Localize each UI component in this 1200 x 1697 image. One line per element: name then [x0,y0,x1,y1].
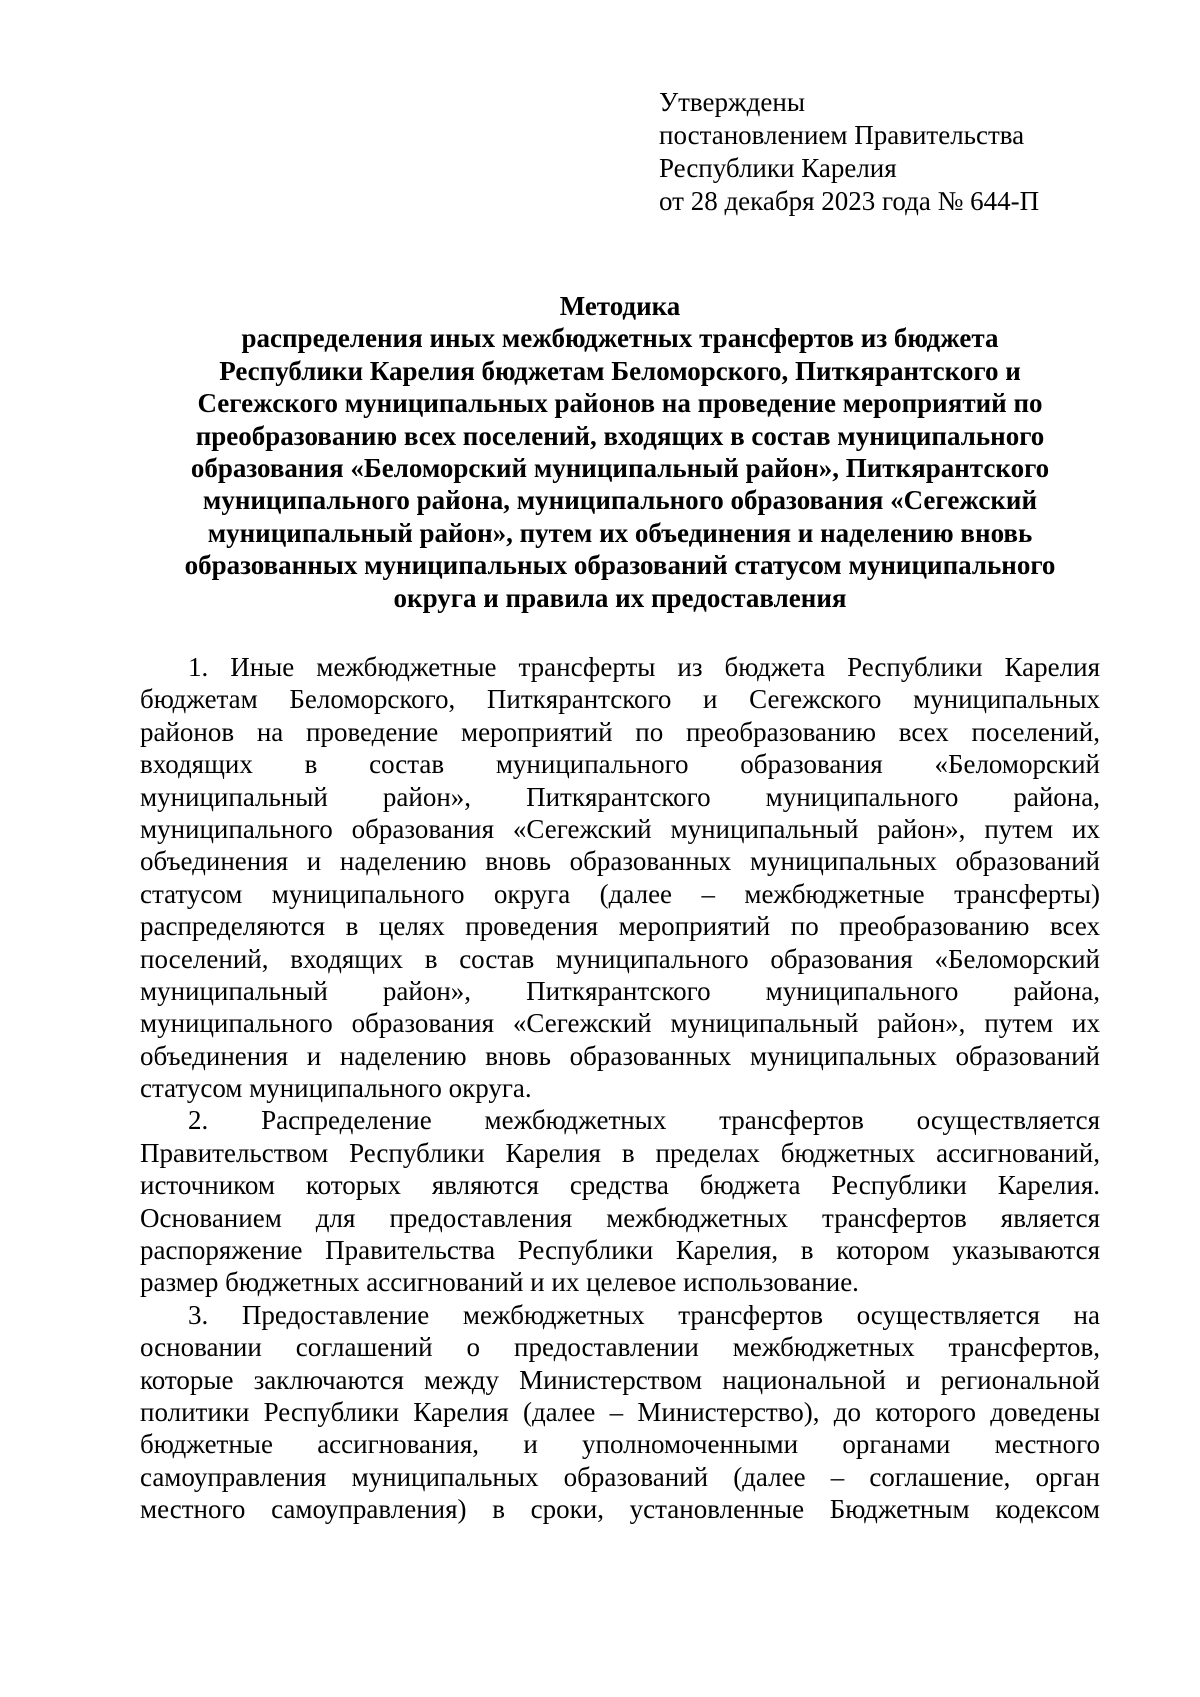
title-line: образованных муниципальных образований статусом муниципального [184,550,1056,581]
approval-line: постановлением Правительства [659,120,1025,150]
paragraph-line: 1. Иные межбюджетные трансферты из бюджета Республики Карелия [188,652,1100,682]
document-body [140,651,1100,1526]
paragraph-line: муниципальный район», Питкярантского муниципального района, [140,781,1100,812]
paragraph-line: основании соглашений о предоставлении межбюджетных трансфертов, [140,1332,1100,1363]
title-line: образования «Беломорский муниципальный район», Питкярантского [190,453,1050,484]
paragraph-line: которые заключаются между Министерством национальной и региональной [140,1364,1100,1395]
paragraph-line: источником которых являются средства бюджета Республики Карелия. [140,1170,1100,1201]
approval-line: от 28 декабря 2023 года № 644-П [659,186,1040,216]
paragraph-line: входящих в состав муниципального образования «Беломорский [140,749,1100,780]
approval-line: Республики Карелия [659,153,897,183]
paragraph-line: бюджетам Беломорского, Питкярантского и Сегежского муниципальных [140,684,1100,715]
paragraph-line: Основанием для предоставления межбюджетных трансфертов является [140,1202,1100,1233]
paragraph-line: муниципального образования «Сегежский муниципальный район», путем их [140,813,1100,844]
paragraph-line: объединения и наделению вновь образованных муниципальных образований [140,1040,1100,1071]
title-line: муниципальный район», путем их объединения и наделению вновь [207,517,1033,548]
paragraph-line: объединения и наделению вновь образованных муниципальных образований [140,846,1100,877]
paragraph-line: распределяются в целях проведения мероприятий по преобразованию всех [140,911,1100,942]
title-line: Сегежского муниципальных районов на проведение мероприятий по [197,388,1043,419]
paragraph-line: статусом муниципального округа. [140,1073,532,1104]
paragraph-line: размер бюджетных ассигнований и их целевое использование. [140,1267,859,1298]
paragraph-line: муниципального образования «Сегежский муниципальный район», путем их [140,1008,1100,1039]
title-line: Республики Карелия бюджетам Беломорского, Питкярантского и [219,355,1021,386]
title-line: распределения иных межбюджетных трансфертов из бюджета [241,323,999,354]
document-title [140,290,1100,614]
title-line: муниципального района, муниципального образования «Сегежский [202,485,1038,516]
paragraph-line: муниципальный район», Питкярантского муниципального района, [140,975,1100,1006]
title-line: преобразованию всех поселений, входящих в состав муниципального [195,420,1045,451]
paragraph-line: политики Республики Карелия (далее – Министерство), до которого доведены [140,1396,1100,1427]
paragraph-line: 3. Предоставление межбюджетных трансфертов осуществляется на [188,1299,1100,1330]
title-line: округа и правила их предоставления [393,582,847,613]
paragraph-line: Правительством Республики Карелия в пределах бюджетных ассигнований, [140,1137,1100,1168]
approval-stamp-block [659,86,1139,218]
paragraph-line: местного самоуправления) в сроки, установленные Бюджетным кодексом [140,1494,1100,1525]
paragraph-line: распоряжение Правительства Республики Карелия, в котором указываются [140,1235,1100,1266]
paragraph-line: районов на проведение мероприятий по преобразованию всех поселений, [140,716,1100,747]
paragraph-line: статусом муниципального округа (далее – межбюджетные трансферты) [140,878,1100,909]
paragraph-line: 2. Распределение межбюджетных трансфертов осуществляется [188,1105,1100,1136]
paragraph-line: бюджетные ассигнования, и уполномоченными органами местного [140,1429,1100,1460]
approval-line: Утверждены [659,87,805,117]
paragraph-2 [140,1104,1100,1298]
paragraph-3 [140,1299,1100,1526]
paragraph-1 [140,651,1100,1104]
paragraph-line: самоуправления муниципальных образований (далее – соглашение, орган [140,1461,1100,1492]
title-line: Методика [559,291,681,321]
paragraph-line: поселений, входящих в состав муниципального образования «Беломорский [140,943,1100,974]
